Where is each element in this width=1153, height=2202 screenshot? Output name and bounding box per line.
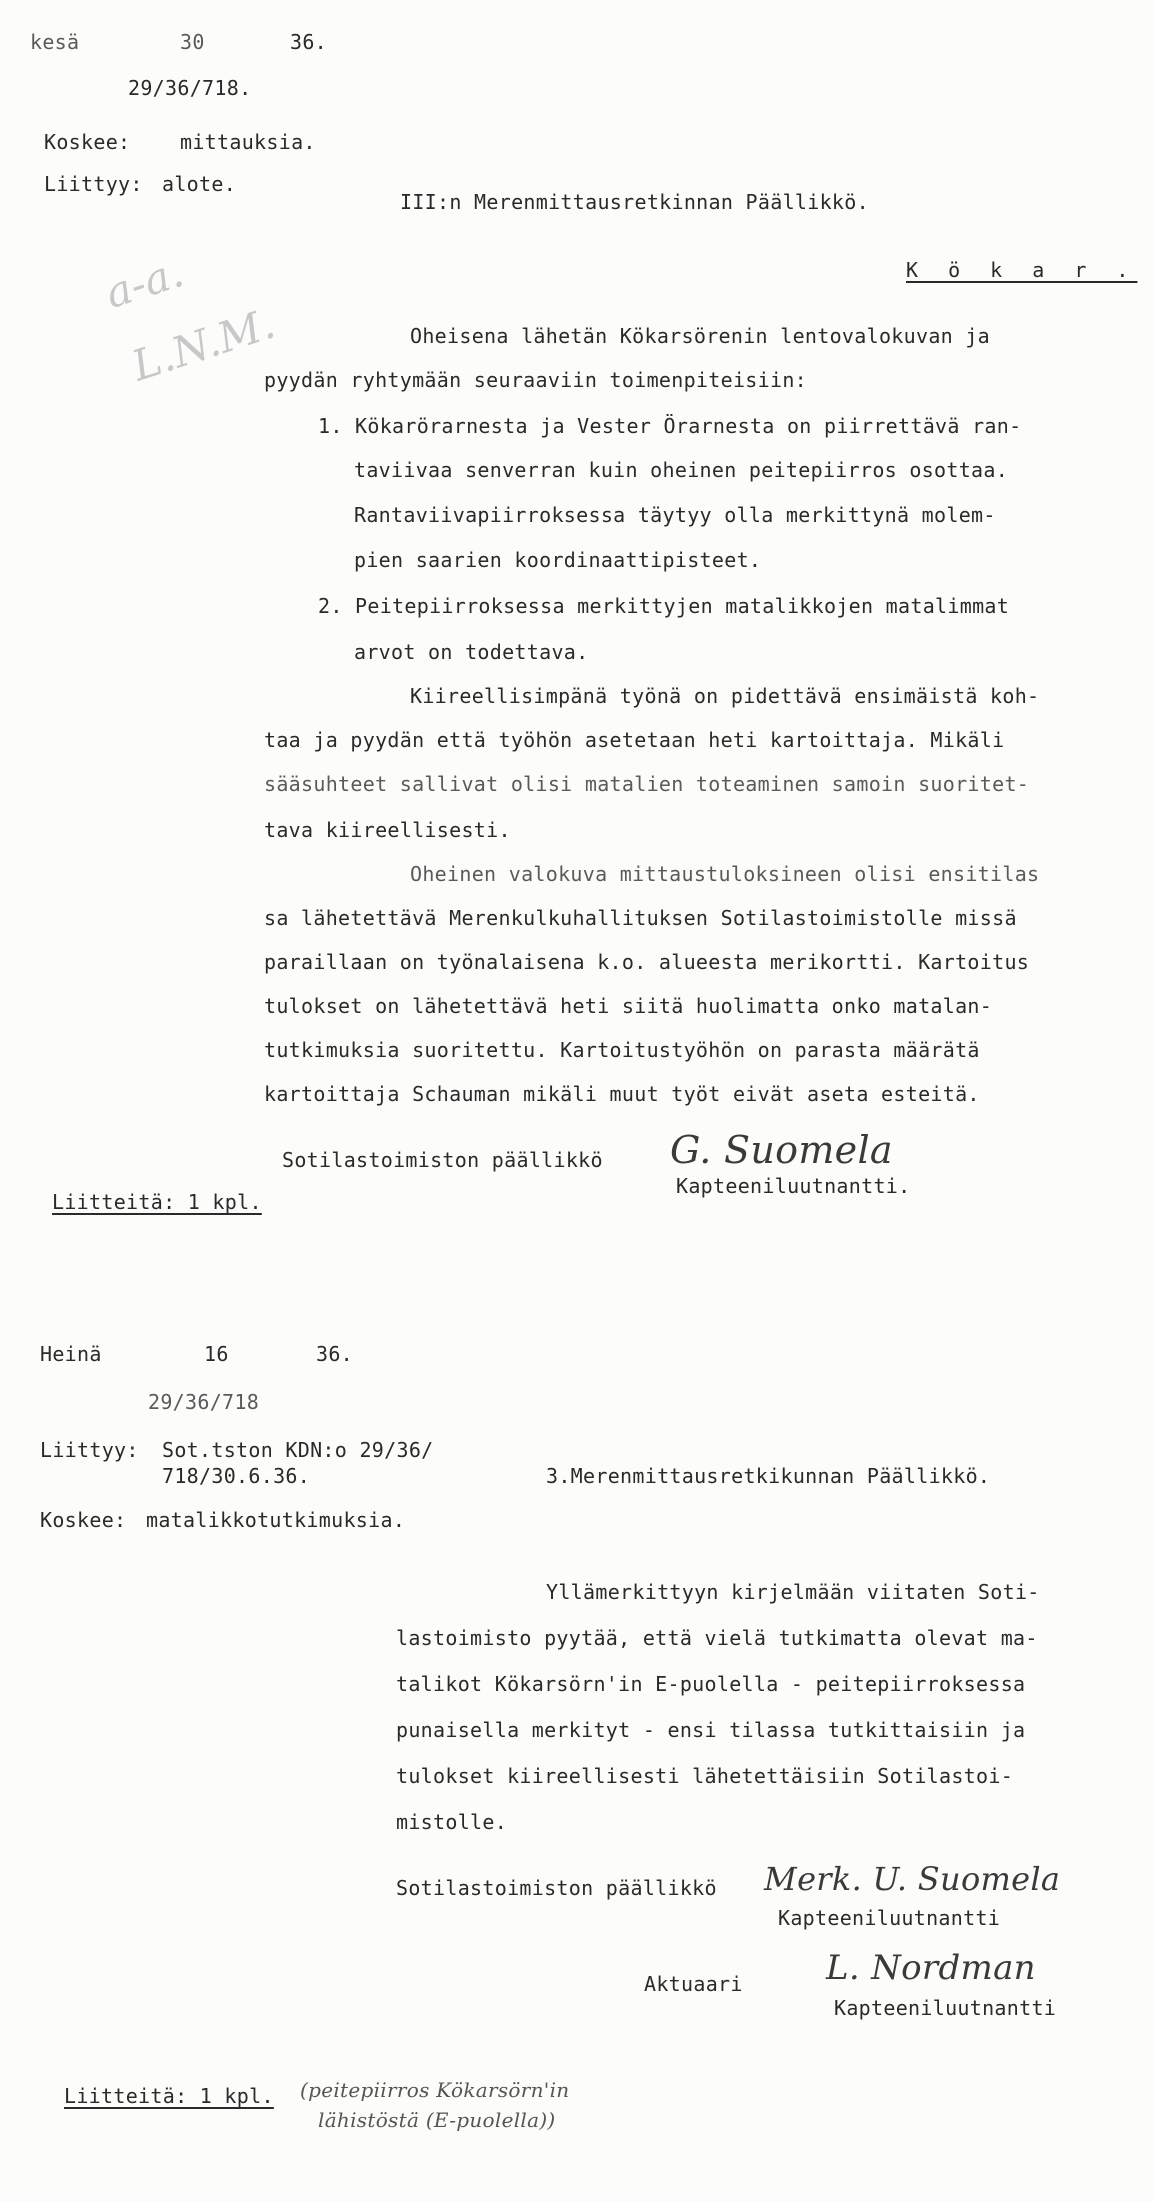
reference-number: 29/36/718.: [128, 76, 252, 100]
related-value: 718/30.6.36.: [162, 1464, 311, 1488]
handwritten-note: lähistöstä (E-puolella)): [318, 2108, 556, 2132]
signer-rank: Kapteeniluutnantti: [834, 1996, 1057, 2020]
body-line: arvot on todettava.: [354, 640, 589, 664]
subject-value: mittauksia.: [180, 130, 316, 154]
subject-label: Koskee:: [40, 1508, 127, 1532]
signature: L. Nordman: [826, 1948, 1036, 1988]
body-line: 1. Kökarörarnesta ja Vester Örarnesta on piirrettävä ran-: [318, 414, 1022, 438]
body-line: Oheisena lähetän Kökarsörenin lentovalokuvan ja: [410, 324, 991, 348]
attachments: Liitteitä: 1 kpl.: [52, 1190, 262, 1214]
related-label: Liittyy:: [44, 172, 143, 196]
body-line: tava kiireellisesti.: [264, 818, 511, 842]
related-value: alote.: [162, 172, 237, 196]
body-line: tulokset kiireellisesti lähetettäisiin Sotilastoi-: [396, 1764, 1014, 1788]
handwritten-note: (peitepiirros Kökarsörn'in: [300, 2078, 570, 2102]
actuary-label: Aktuaari: [644, 1972, 743, 1996]
body-line: taa ja pyydän että työhön asetetaan heti kartoittaja. Mikäli: [264, 728, 1005, 752]
body-line: pien saarien koordinaattipisteet.: [354, 548, 762, 572]
signer-rank: Kapteeniluutnantti: [778, 1906, 1001, 1930]
body-line: lastoimisto pyytää, että vielä tutkimatta olevat ma-: [396, 1626, 1038, 1650]
body-line: sa lähetettävä Merenkulkuhallituksen Sotilastoimistolle missä: [264, 906, 1017, 930]
date-month: Heinä: [40, 1342, 102, 1366]
date-year: 36.: [290, 30, 328, 54]
body-line: kartoittaja Schauman mikäli muut työt eivät aseta esteitä.: [264, 1082, 980, 1106]
subject-label: Koskee:: [44, 130, 131, 154]
body-line: tutkimuksia suoritettu. Kartoitustyöhön on parasta määrätä: [264, 1038, 980, 1062]
place: K ö k a r .: [906, 258, 1138, 282]
body-line: Oheinen valokuva mittaustuloksineen olisi ensitilas: [410, 862, 1040, 886]
date-month: kesä: [30, 30, 80, 54]
pencil-note: a-a.: [99, 247, 190, 318]
related-label: Liittyy:: [40, 1438, 139, 1462]
body-line: tulokset on lähetettävä heti siitä huolimatta onko matalan-: [264, 994, 993, 1018]
recipient: III:n Merenmittausretkinnan Päällikkö.: [400, 190, 869, 214]
body-line: talikot Kökarsörn'in E-puolella - peitepiirroksessa: [396, 1672, 1026, 1696]
body-line: Rantaviivapiirroksessa täytyy olla merkittynä molem-: [354, 503, 996, 527]
body-line: sääsuhteet sallivat olisi matalien toteaminen samoin suoritet-: [264, 772, 1030, 796]
body-line: Yllämerkittyyn kirjelmään viitaten Soti-: [546, 1580, 1040, 1604]
attachments: Liitteitä: 1 kpl.: [64, 2084, 274, 2108]
recipient: 3.Merenmittausretkikunnan Päällikkö.: [546, 1464, 991, 1488]
subject-value: matalikkotutkimuksia.: [146, 1508, 406, 1532]
signature: G. Suomela: [670, 1128, 893, 1172]
signer-title: Sotilastoimiston päällikkö: [396, 1876, 717, 1900]
date-year: 36.: [316, 1342, 354, 1366]
date-day: 30: [180, 30, 205, 54]
body-line: Kiireellisimpänä työnä on pidettävä ensimäistä koh-: [410, 684, 1040, 708]
signer-rank: Kapteeniluutnantti.: [676, 1174, 911, 1198]
body-line: mistolle.: [396, 1810, 508, 1834]
body-line: pyydän ryhtymään seuraaviin toimenpiteisiin:: [264, 368, 808, 392]
date-day: 16: [204, 1342, 229, 1366]
body-line: punaisella merkityt - ensi tilassa tutkittaisiin ja: [396, 1718, 1026, 1742]
reference-number: 29/36/718: [148, 1390, 260, 1414]
pencil-note: L.N.M.: [126, 298, 281, 391]
body-line: paraillaan on työnalaisena k.o. alueesta merikortti. Kartoitus: [264, 950, 1030, 974]
body-line: taviivaa senverran kuin oheinen peitepiirros osottaa.: [354, 458, 1009, 482]
signer-title: Sotilastoimiston päällikkö: [282, 1148, 603, 1172]
signature: Merk. U. Suomela: [764, 1860, 1061, 1898]
body-line: 2. Peitepiirroksessa merkittyjen matalikkojen matalimmat: [318, 594, 1010, 618]
related-value: Sot.tston KDN:o 29/36/: [162, 1438, 434, 1462]
